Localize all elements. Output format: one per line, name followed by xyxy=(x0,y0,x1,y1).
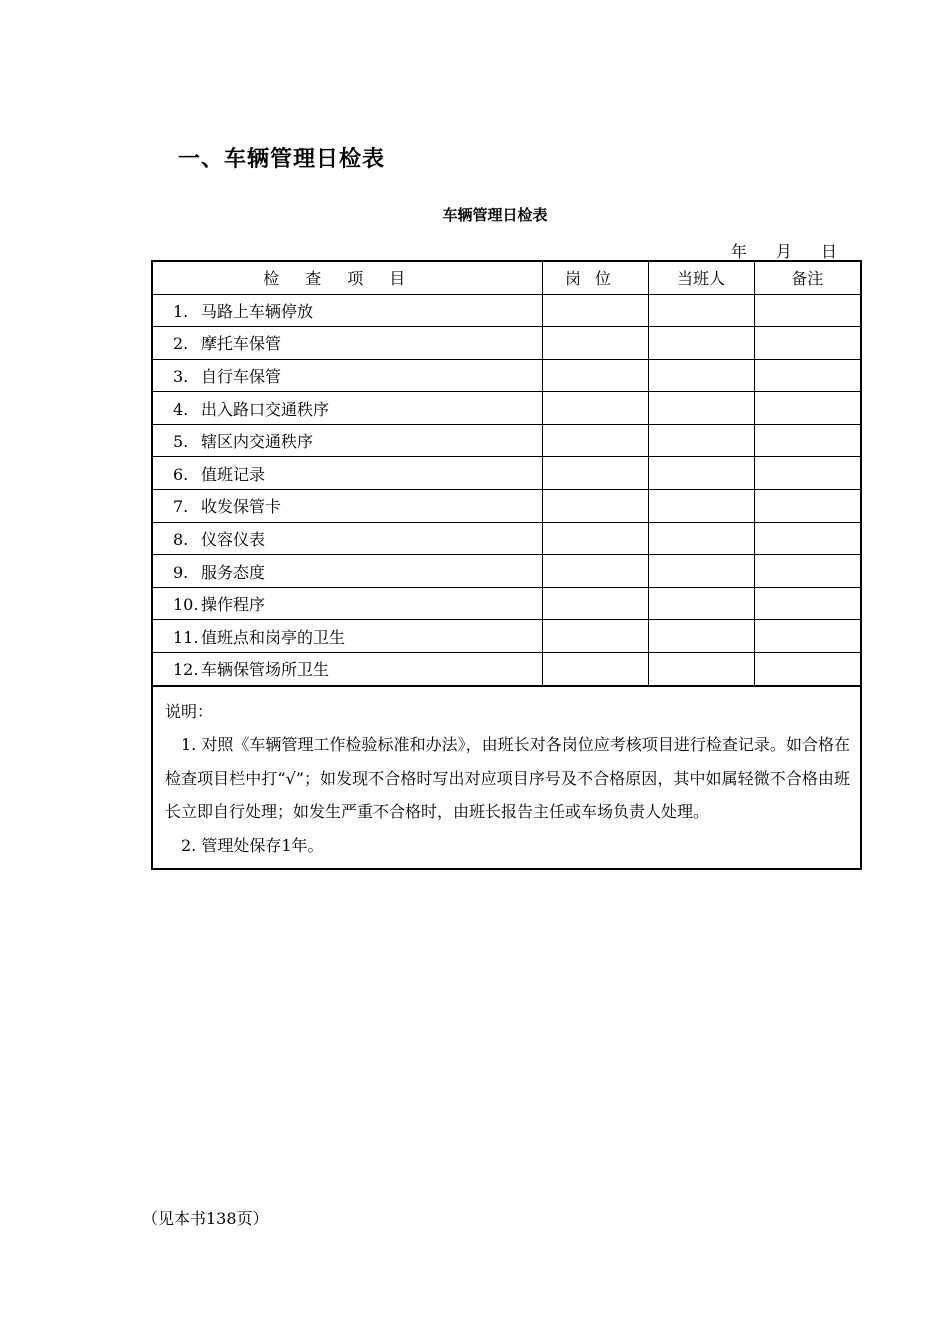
check-item-text: 服务态度 xyxy=(201,562,266,582)
check-item-cell xyxy=(153,327,542,360)
check-item-number: 1. xyxy=(173,301,189,321)
check-item-cell xyxy=(153,522,542,555)
page-heading: 一、车辆管理日检表 xyxy=(178,147,386,172)
remarks-cell[interactable] xyxy=(754,294,860,327)
remarks-cell[interactable] xyxy=(754,392,860,425)
remarks-cell[interactable] xyxy=(754,490,860,523)
date-line: 年 月 日 xyxy=(730,242,849,261)
check-item-text: 马路上车辆停放 xyxy=(201,301,314,321)
on-duty-cell[interactable] xyxy=(648,457,754,490)
header-remarks: 备注 xyxy=(754,262,860,294)
post-cell[interactable] xyxy=(542,294,648,327)
check-item-text: 值班点和岗亭的卫生 xyxy=(201,627,346,647)
check-item-cell xyxy=(153,294,542,327)
table-row xyxy=(153,457,860,490)
check-item-number: 2. xyxy=(173,334,189,354)
check-item-text: 收发保管卡 xyxy=(201,497,282,517)
check-item-number: 3. xyxy=(173,366,189,386)
check-item-cell xyxy=(153,620,542,653)
on-duty-cell[interactable] xyxy=(648,424,754,457)
remarks-cell[interactable] xyxy=(754,522,860,555)
check-item-text: 操作程序 xyxy=(201,595,266,615)
check-item-number: 4. xyxy=(173,399,189,419)
post-cell[interactable] xyxy=(542,653,648,686)
table-header-row xyxy=(153,262,860,294)
check-item-number: 12. xyxy=(173,660,199,680)
check-item-number: 11. xyxy=(173,627,199,647)
note-item-2: 2. 管理处保存1年。 xyxy=(181,835,324,855)
table-row xyxy=(153,490,860,523)
table-row xyxy=(153,327,860,360)
remarks-cell[interactable] xyxy=(754,587,860,620)
table-row xyxy=(153,359,860,392)
check-item-text: 出入路口交通秩序 xyxy=(201,399,330,419)
inspection-table xyxy=(153,262,860,686)
on-duty-cell[interactable] xyxy=(648,653,754,686)
check-item-cell xyxy=(153,424,542,457)
check-item-number: 7. xyxy=(173,497,189,517)
post-cell[interactable] xyxy=(542,327,648,360)
check-item-number: 10. xyxy=(173,595,199,615)
check-item-cell xyxy=(153,457,542,490)
post-cell[interactable] xyxy=(542,620,648,653)
on-duty-cell[interactable] xyxy=(648,327,754,360)
check-item-text: 仪容仪表 xyxy=(201,529,266,549)
post-cell[interactable] xyxy=(542,522,648,555)
table-row xyxy=(153,522,860,555)
check-item-cell xyxy=(153,555,542,588)
header-on-duty: 当班人 xyxy=(648,262,754,294)
remarks-cell[interactable] xyxy=(754,327,860,360)
notes-section xyxy=(153,686,860,869)
check-item-number: 5. xyxy=(173,432,189,452)
header-check-item: 检查项目 xyxy=(153,262,542,294)
table-row xyxy=(153,555,860,588)
header-post: 岗位 xyxy=(542,262,648,294)
table-row xyxy=(153,587,860,620)
remarks-cell[interactable] xyxy=(754,555,860,588)
check-item-cell xyxy=(153,359,542,392)
form-title: 车辆管理日检表 xyxy=(442,206,548,224)
on-duty-cell[interactable] xyxy=(648,294,754,327)
check-item-cell xyxy=(153,392,542,425)
on-duty-cell[interactable] xyxy=(648,587,754,620)
check-item-text: 摩托车保管 xyxy=(201,334,282,354)
on-duty-cell[interactable] xyxy=(648,620,754,653)
inspection-sheet xyxy=(151,260,862,870)
note-item-1: 1. 对照《车辆管理工作检验标准和办法》，由班长对各岗位应考核项目进行检查记录。如合格在检查项目栏中打“√”；如发现不合格时写出对应项目序号及不合格原因，其中如属轻微不合格由班长立即自行处理；如发生严重不合格时，由班长报告主任或车场负责人处理。 xyxy=(165,735,850,822)
check-item-number: 6. xyxy=(173,464,189,484)
table-row xyxy=(153,653,860,686)
check-item-text: 自行车保管 xyxy=(201,366,282,386)
on-duty-cell[interactable] xyxy=(648,555,754,588)
check-item-number: 8. xyxy=(173,529,189,549)
on-duty-cell[interactable] xyxy=(648,522,754,555)
on-duty-cell[interactable] xyxy=(648,392,754,425)
page-reference: （见本书138页） xyxy=(142,1209,269,1228)
check-item-cell xyxy=(153,653,542,686)
remarks-cell[interactable] xyxy=(754,653,860,686)
remarks-cell[interactable] xyxy=(754,457,860,490)
post-cell[interactable] xyxy=(542,587,648,620)
table-row xyxy=(153,424,860,457)
check-item-cell xyxy=(153,587,542,620)
on-duty-cell[interactable] xyxy=(648,490,754,523)
check-item-text: 值班记录 xyxy=(201,464,266,484)
remarks-cell[interactable] xyxy=(754,620,860,653)
table-row xyxy=(153,620,860,653)
check-item-cell xyxy=(153,490,542,523)
post-cell[interactable] xyxy=(542,424,648,457)
post-cell[interactable] xyxy=(542,457,648,490)
check-item-number: 9. xyxy=(173,562,189,582)
remarks-cell[interactable] xyxy=(754,424,860,457)
post-cell[interactable] xyxy=(542,359,648,392)
on-duty-cell[interactable] xyxy=(648,359,754,392)
notes-label: 说明： xyxy=(165,701,214,721)
post-cell[interactable] xyxy=(542,555,648,588)
table-row xyxy=(153,392,860,425)
post-cell[interactable] xyxy=(542,392,648,425)
check-item-text: 车辆保管场所卫生 xyxy=(201,660,330,680)
check-item-text: 辖区内交通秩序 xyxy=(201,432,314,452)
post-cell[interactable] xyxy=(542,490,648,523)
table-row xyxy=(153,294,860,327)
remarks-cell[interactable] xyxy=(754,359,860,392)
